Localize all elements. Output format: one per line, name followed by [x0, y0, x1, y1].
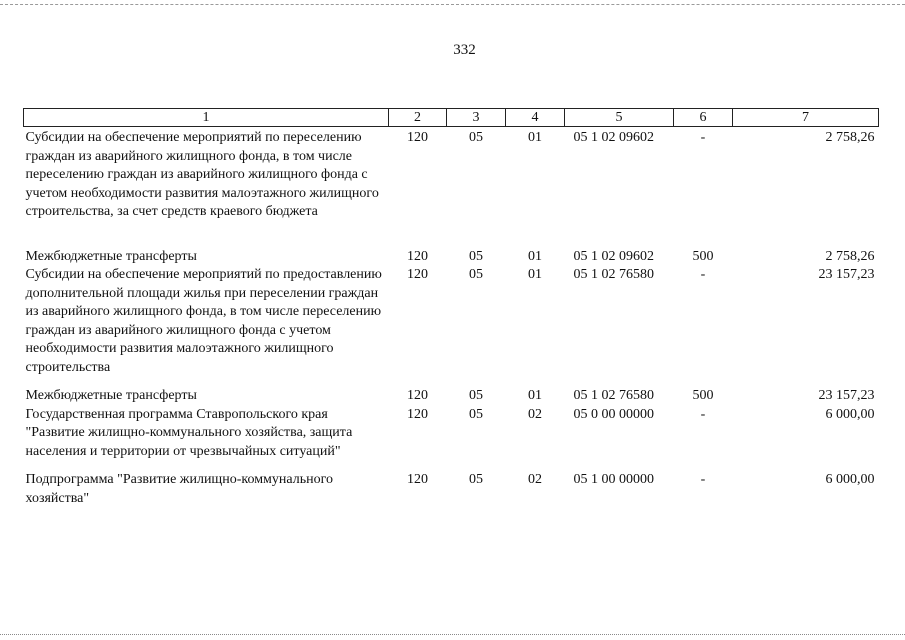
- row-ministry-code: 120: [407, 248, 428, 264]
- table-row: [24, 406, 879, 462]
- row-amount: 6 000,00: [825, 472, 875, 487]
- row-expense-type: -: [700, 406, 706, 422]
- page-number: 332: [453, 42, 476, 58]
- row-ministry-code: 120: [407, 388, 428, 403]
- row-expense-type: -: [700, 472, 706, 487]
- row-amount: 2 758,26: [825, 248, 875, 264]
- row-name: Государственная программа Ставропольского края "Развитие жилищно-коммунального хозяйства, защита населения и территории от чрезвычайных ситуаций": [25, 406, 353, 459]
- row-target-code: 05 0 00 00000: [573, 406, 654, 422]
- header-cell: 1: [24, 109, 389, 127]
- row-expense-type: 500: [692, 248, 714, 264]
- row-name: Межбюджетные трансферты: [25, 248, 197, 264]
- row-target-code: 05 1 02 09602: [573, 130, 654, 145]
- header-cell: 5: [565, 109, 674, 127]
- row-subsection-code: 02: [528, 472, 542, 487]
- row-name: Подпрограмма "Развитие жилищно-коммунального хозяйства": [25, 472, 333, 506]
- row-subsection-code: 02: [528, 406, 542, 422]
- header-cell: 7: [733, 109, 879, 127]
- row-section-code: 05: [469, 406, 483, 422]
- row-ministry-code: 120: [407, 472, 428, 487]
- header-cell: 6: [674, 109, 733, 127]
- row-section-code: 05: [469, 388, 483, 403]
- row-section-code: 05: [469, 267, 483, 282]
- scan-edge-bottom: [0, 634, 905, 635]
- row-name: Межбюджетные трансферты: [25, 388, 197, 403]
- row-target-code: 05 1 02 76580: [573, 388, 654, 403]
- row-subsection-code: 01: [528, 248, 542, 264]
- table-row: [24, 377, 879, 406]
- row-amount: 6 000,00: [825, 406, 875, 422]
- scan-edge-top: [0, 4, 905, 5]
- row-subsection-code: 01: [528, 267, 542, 282]
- row-subsection-code: 01: [528, 388, 542, 403]
- table-row: [24, 461, 879, 508]
- row-expense-type: -: [700, 267, 706, 282]
- header-row: [24, 109, 879, 127]
- row-name: Субсидии на обеспечение мероприятий по переселению граждан из аварийного жилищного фонда, в том числе переселению граждан из аварийного жилищного фонда с учетом необходимости развития малоэтажного жилищного строительства, за счет средств краевого бюджета: [25, 130, 379, 219]
- row-expense-type: 500: [692, 388, 714, 403]
- table-row: [24, 127, 879, 222]
- budget-table: [23, 108, 879, 508]
- table-row: [24, 266, 879, 377]
- row-ministry-code: 120: [407, 130, 428, 145]
- header-cell: 4: [506, 109, 565, 127]
- row-expense-type: -: [700, 130, 706, 145]
- row-amount: 23 157,23: [818, 388, 875, 403]
- table-row: [24, 238, 879, 267]
- row-section-code: 05: [469, 248, 483, 264]
- row-section-code: 05: [469, 472, 483, 487]
- row-target-code: 05 1 02 76580: [573, 267, 654, 282]
- row-target-code: 05 1 02 09602: [573, 248, 654, 264]
- row-ministry-code: 120: [407, 406, 428, 422]
- row-name: Субсидии на обеспечение мероприятий по предоставлению дополнительной площади жилья при переселении граждан из аварийного жилищного фонда, в том числе переселению граждан из аварийного жилищного фонда с учетом необходимости развития малоэтажного жилищного строительства: [25, 267, 382, 375]
- row-ministry-code: 120: [407, 267, 428, 282]
- row-target-code: 05 1 00 00000: [573, 472, 654, 487]
- row-spacer: [24, 222, 879, 238]
- header-cell: 3: [447, 109, 506, 127]
- row-section-code: 05: [469, 130, 483, 145]
- row-amount: 23 157,23: [818, 267, 875, 282]
- header-cell: 2: [389, 109, 447, 127]
- row-subsection-code: 01: [528, 130, 542, 145]
- row-amount: 2 758,26: [825, 130, 875, 145]
